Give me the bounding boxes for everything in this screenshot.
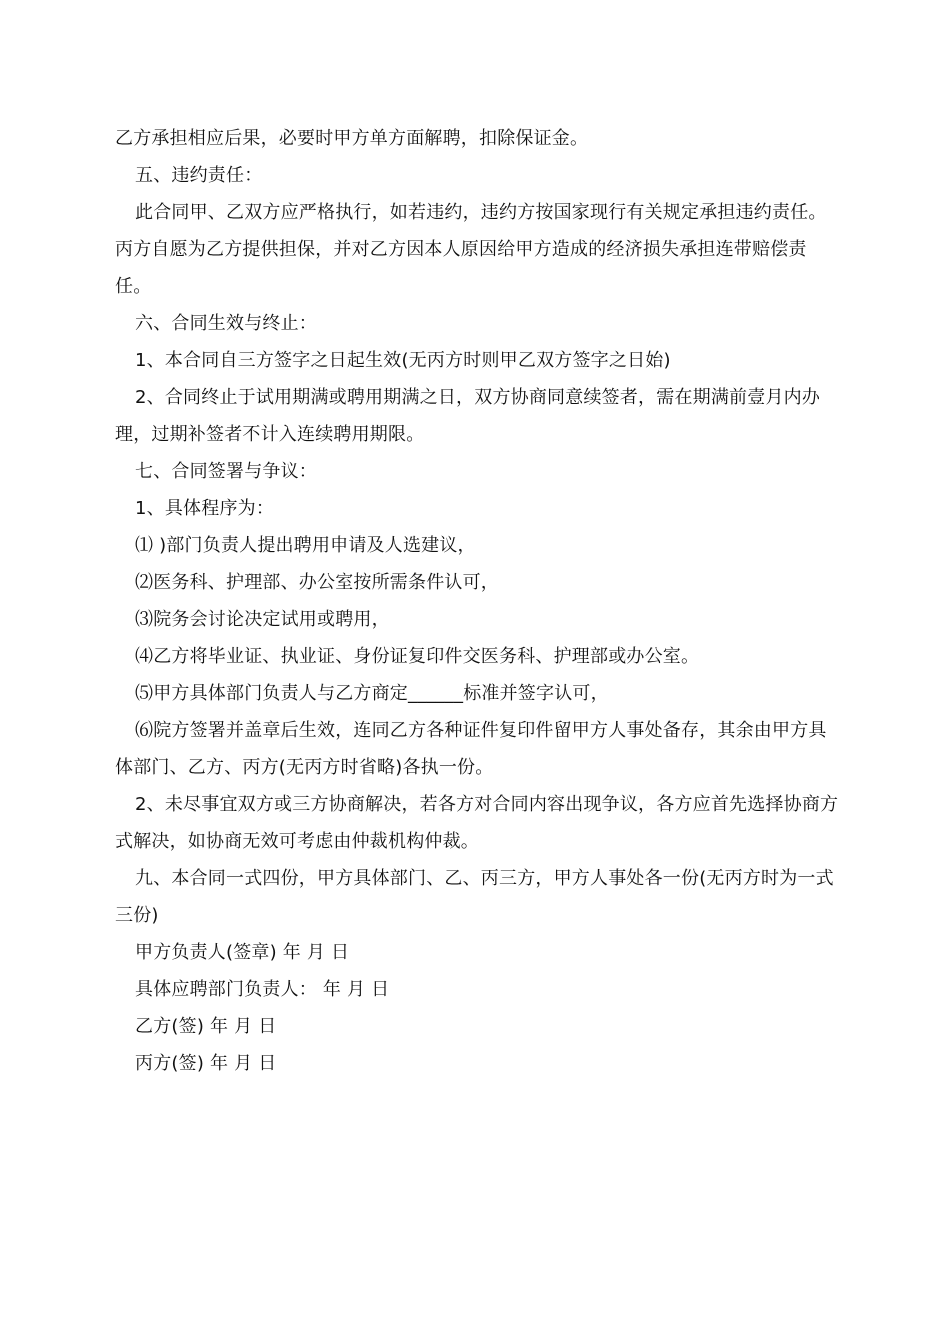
- paragraph-procedure-title: 1、具体程序为：: [135, 498, 275, 519]
- paragraph-copies: 九、本合同一式四份，甲方具体部门、乙、丙三方，甲方人事处各一份(无丙方时为一式三份): [115, 868, 834, 926]
- document-body: [115, 120, 840, 1082]
- paragraph-breach-liability: 此合同甲、乙双方应严格执行，如若违约，违约方按国家现行有关规定承担违约责任。丙方自愿为乙方提供担保，并对乙方因本人原因给甲方造成的经济损失承担连带赔偿责任。: [115, 202, 827, 297]
- heading-signing-disputes: 七、合同签署与争议：: [135, 461, 317, 482]
- procedure-step-2: ⑵医务科、护理部、办公室按所需条件认可，: [135, 572, 499, 593]
- signature-department-head: 具体应聘部门负责人： 年 月 日: [135, 979, 390, 1000]
- signature-party-c: 丙方(签) 年 月 日: [135, 1053, 277, 1074]
- paragraph-effect-1: 1、本合同自三方签字之日起生效(无丙方时则甲乙双方签字之日始): [135, 350, 671, 371]
- signature-party-a: 甲方负责人(签章) 年 月 日: [135, 942, 350, 963]
- heading-effect-termination: 六、合同生效与终止：: [135, 313, 317, 334]
- procedure-step-1: ⑴ )部门负责人提出聘用申请及人选建议，: [135, 535, 476, 556]
- procedure-step-6: ⑹院方签署并盖章后生效，连同乙方各种证件复印件留甲方人事处备存，其余由甲方具体部门、乙方、丙方(无丙方时省略)各执一份。: [115, 720, 827, 778]
- procedure-step-5: ⑸甲方具体部门负责人与乙方商定______标准并签字认可，: [135, 683, 609, 704]
- procedure-step-3: ⑶院务会讨论决定试用或聘用，: [135, 609, 390, 630]
- paragraph-effect-2: 2、合同终止于试用期满或聘用期满之日，双方协商同意续签者，需在期满前壹月内办理，过期补签者不计入连续聘用期限。: [115, 387, 821, 445]
- paragraph-consequences: 乙方承担相应后果，必要时甲方单方面解聘，扣除保证金。: [115, 128, 589, 149]
- heading-breach-liability: 五、违约责任：: [135, 165, 263, 186]
- signature-party-b: 乙方(签) 年 月 日: [135, 1016, 277, 1037]
- procedure-step-4: ⑷乙方将毕业证、执业证、身份证复印件交医务科、护理部或办公室。: [135, 646, 700, 667]
- paragraph-disputes: 2、未尽事宜双方或三方协商解决，若各方对合同内容出现争议，各方应首先选择协商方式解决，如协商无效可考虑由仲裁机构仲裁。: [115, 794, 839, 852]
